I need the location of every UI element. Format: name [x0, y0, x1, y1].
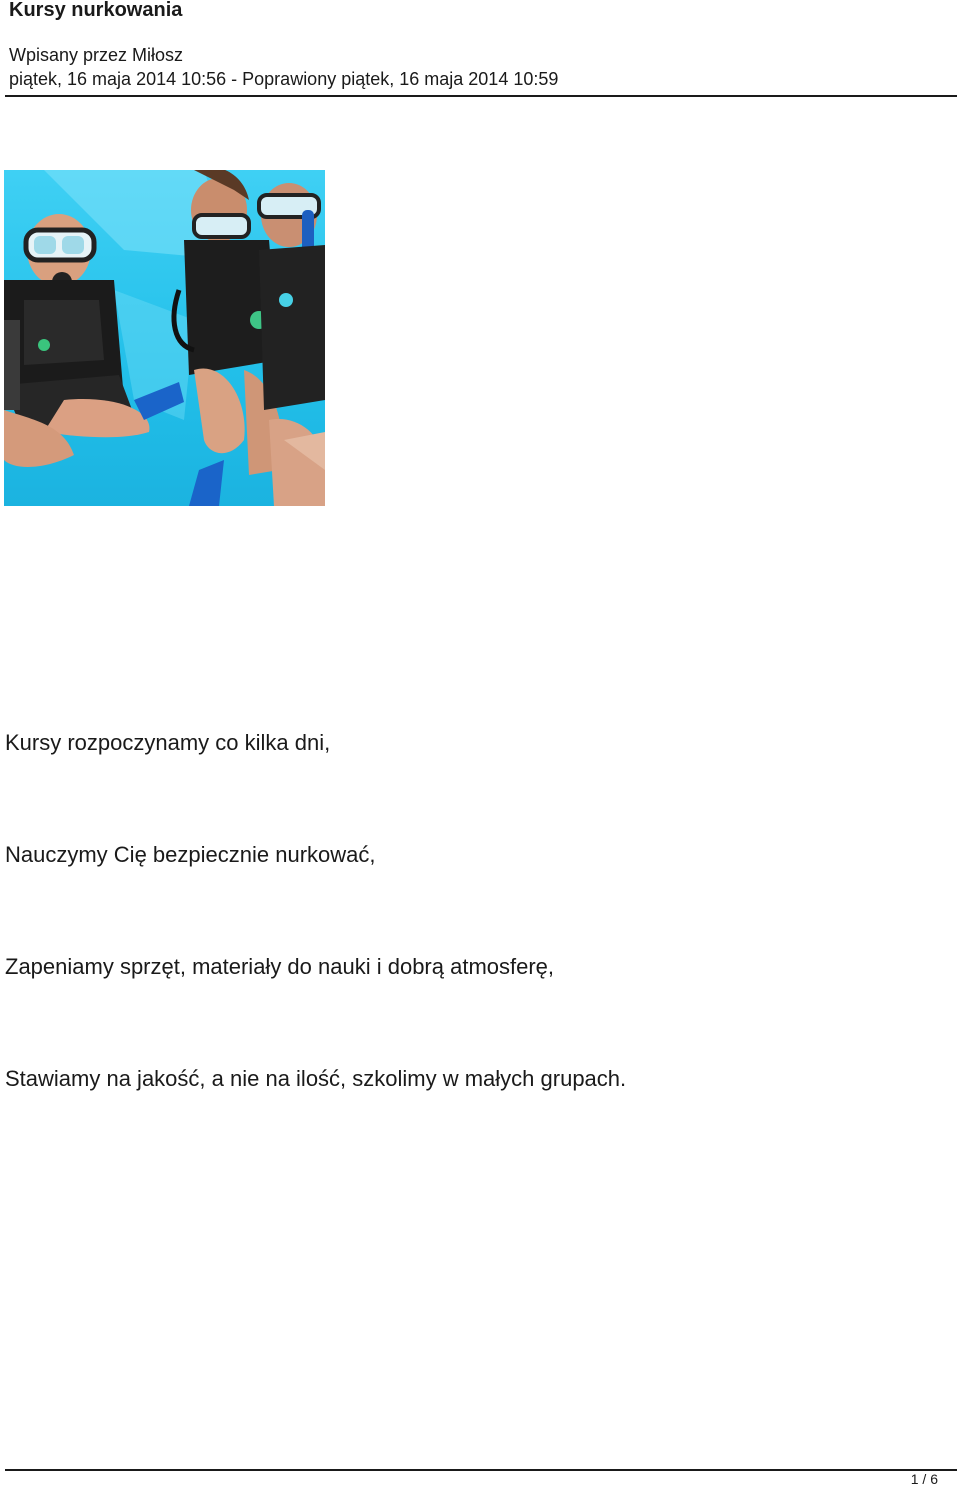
paragraph-small-groups: Stawiamy na jakość, a nie na ilość, szkolimy w małych grupach.	[5, 1066, 627, 1091]
scuba-divers-photo	[4, 170, 325, 506]
paragraph-course-schedule: Kursy rozpoczynamy co kilka dni,	[5, 730, 331, 755]
header-divider	[5, 95, 957, 97]
dates-line: piątek, 16 maja 2014 10:56 - Poprawiony piątek, 16 maja 2014 10:59	[9, 69, 559, 89]
footer-divider	[5, 1469, 957, 1471]
page-number: 1 / 6	[910, 1471, 938, 1487]
paragraph-equipment: Zapeniamy sprzęt, materiały do nauki i dobrą atmosferę,	[5, 954, 555, 979]
paragraph-safe-diving: Nauczymy Cię bezpiecznie nurkować,	[5, 842, 376, 867]
author-line: Wpisany przez Miłosz	[9, 45, 184, 65]
page-title: Kursy nurkowania	[9, 0, 183, 21]
